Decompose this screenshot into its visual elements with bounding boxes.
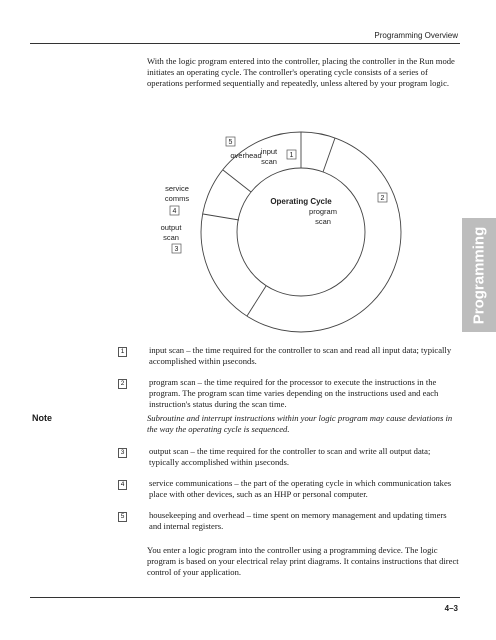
segment-5-number: 5 xyxy=(228,139,233,146)
item-text: housekeeping and overhead – time spent on memory management and updating timers and internal registers. xyxy=(149,510,447,532)
page-number: 4–3 xyxy=(444,604,458,613)
item-text: output scan – the time required for the controller to scan and write all output data; typically accomplished within µseconds. xyxy=(149,446,431,468)
segment-3-number: 3 xyxy=(174,246,179,253)
segment-overhead-label: overhead xyxy=(230,151,262,160)
list-item xyxy=(118,377,459,411)
segment-output-label-1: output xyxy=(160,223,182,232)
item-number-box: 4 xyxy=(118,480,127,490)
segment-program-label-1: program xyxy=(309,207,337,216)
segment-service-label-1: service xyxy=(165,184,189,193)
header-rule xyxy=(30,43,460,44)
segment-input-label-2: scan xyxy=(261,157,277,166)
item-text: service communications – the part of the operating cycle in which communication takes place with other devices, such as an HHP or personal computer. xyxy=(149,478,452,500)
list-item xyxy=(118,345,459,367)
item-text: input scan – the time required for the controller to scan and read all input data; typically accomplished within µseconds. xyxy=(149,345,452,367)
note-label: Note xyxy=(32,413,52,423)
footer-rule xyxy=(30,597,460,598)
chapter-side-tab-label: Programming xyxy=(470,226,488,324)
operating-cycle-diagram xyxy=(147,128,447,338)
segment-service-label-2: comms xyxy=(164,194,190,203)
segment-input-label-1: input xyxy=(260,147,278,156)
chapter-side-tab xyxy=(462,218,496,332)
closing-paragraph: You enter a logic program into the controller using a programming device. The logic program is based on your electrical relay print diagrams. It contains instructions that direct control of your application. xyxy=(147,545,459,578)
item-text: program scan – the time required for the processor to execute the instructions in the program. The program scan time varies depending on the instructions used and each instruction's status during the scan time. xyxy=(149,377,439,410)
intro-paragraph: With the logic program entered into the controller, placing the controller in the Run mode initiates an operating cycle. The controller's operating cycle consists of a series of operations performed sequentially and repeatedly, unless altered by your program logic. xyxy=(147,56,455,89)
item-number-box: 5 xyxy=(118,512,127,522)
segment-1-number: 1 xyxy=(289,152,294,159)
list-item xyxy=(118,478,459,500)
note-text: Subroutine and interrupt instructions within your logic program may cause deviations in the way the operating cycle is sequenced. xyxy=(147,413,453,435)
segment-program-label-2: scan xyxy=(315,217,331,226)
item-number-box: 1 xyxy=(118,347,127,357)
item-number-box: 3 xyxy=(118,448,127,458)
segment-2-number: 2 xyxy=(380,195,385,202)
running-header: Programming Overview xyxy=(374,31,458,40)
item-number-box: 2 xyxy=(118,379,127,389)
list-item xyxy=(118,510,459,532)
operating-cycle-label: Operating Cycle xyxy=(270,197,332,206)
segment-4-number: 4 xyxy=(172,208,177,215)
cycle-inner-circle xyxy=(237,168,365,296)
segment-output-label-2: scan xyxy=(163,233,179,242)
list-item xyxy=(118,446,459,468)
